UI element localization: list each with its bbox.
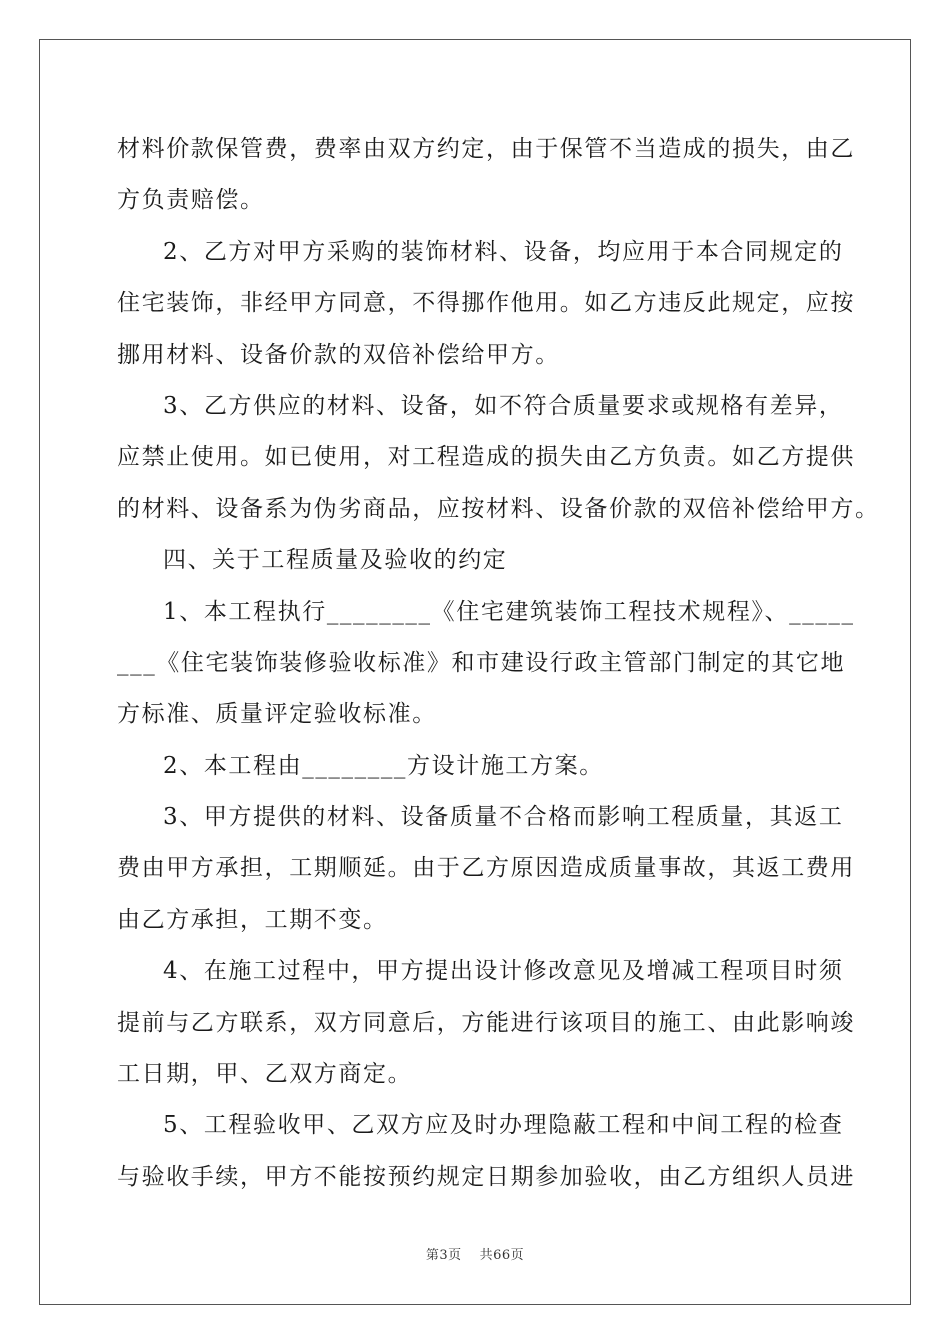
text-line-12: 方标准、质量评定验收标准。: [117, 701, 437, 728]
text-line-5: 挪用材料、设备价款的双倍补偿给甲方。: [117, 341, 560, 368]
document-body: [117, 124, 880, 1203]
page-number: 第3页: [425, 1248, 462, 1263]
text-line-17: 4、在施工过程中，甲方提出设计修改意见及增减工程项目时须: [163, 958, 844, 985]
text-line-11: ___《住宅装饰装修验收标准》和市建设行政主管部门制定的其它地: [117, 649, 846, 676]
text-line-10: 1、本工程执行________《住宅建筑装饰工程技术规程》、_____: [163, 598, 855, 625]
text-line-2: 方负责赔偿。: [117, 187, 265, 214]
text-line-7: 应禁止使用。如已使用，对工程造成的损失由乙方负责。如乙方提供: [117, 444, 855, 471]
section-heading: 四、关于工程质量及验收的约定: [163, 547, 508, 574]
text-line-18: 提前与乙方联系，双方同意后，方能进行该项目的施工、由此影响竣: [117, 1009, 855, 1036]
text-line-14: 3、甲方提供的材料、设备质量不合格而影响工程质量，其返工: [163, 804, 844, 831]
page-total: 共66页: [479, 1248, 525, 1263]
text-line-3: 2、乙方对甲方采购的装饰材料、设备，均应用于本合同规定的: [163, 238, 844, 265]
text-line-8: 的材料、设备系为伪劣商品，应按材料、设备价款的双倍补偿给甲方。: [117, 495, 880, 522]
text-line-16: 由乙方承担，工期不变。: [117, 906, 388, 933]
text-line-1: 材料价款保管费，费率由双方约定，由于保管不当造成的损失，由乙: [117, 136, 855, 162]
page-footer: [0, 1244, 950, 1263]
text-line-6: 3、乙方供应的材料、设备，如不符合质量要求或规格有差异，: [163, 392, 844, 419]
text-line-15: 费由甲方承担，工期顺延。由于乙方原因造成质量事故，其返工费用: [117, 855, 855, 882]
text-line-13: 2、本工程由________方设计施工方案。: [163, 752, 604, 779]
text-line-4: 住宅装饰，非经甲方同意，不得挪作他用。如乙方违反此规定，应按: [117, 290, 855, 317]
text-line-20: 5、工程验收甲、乙双方应及时办理隐蔽工程和中间工程的检查: [163, 1112, 844, 1139]
text-line-19: 工日期，甲、乙双方商定。: [117, 1061, 413, 1088]
text-line-21: 与验收手续，甲方不能按预约规定日期参加验收，由乙方组织人员进: [117, 1163, 855, 1190]
